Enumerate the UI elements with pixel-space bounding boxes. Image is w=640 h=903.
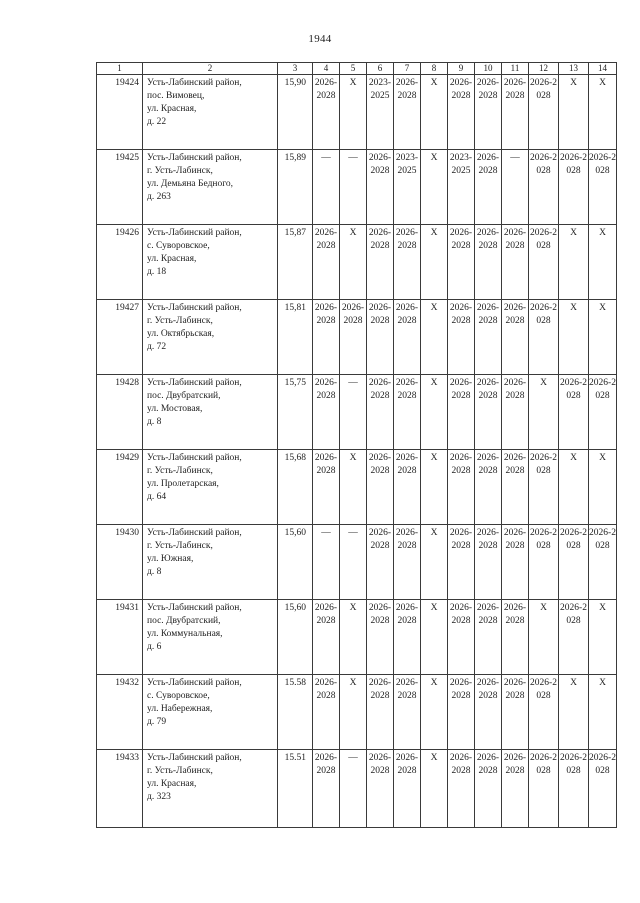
address-line: Усть-Лабинский район, — [147, 603, 242, 613]
period-cell: Х — [589, 450, 617, 525]
period-cell: 2026-2028 — [589, 525, 617, 600]
period-cell: 2026-2028 — [502, 225, 529, 300]
address-line: г. Усть-Лабинск, — [147, 316, 213, 326]
period-cell: 2026-2028 — [475, 675, 502, 750]
address-cell — [143, 600, 278, 675]
address-line: д. 18 — [147, 267, 167, 277]
address-line: Усть-Лабинский район, — [147, 678, 242, 688]
address-line: д. 72 — [147, 342, 167, 352]
period-cell: Х — [421, 450, 448, 525]
period-cell: — — [502, 150, 529, 225]
address-line: Усть-Лабинский район, — [147, 78, 242, 88]
period-cell: Х — [421, 525, 448, 600]
period-cell: 2026-2028 — [475, 750, 502, 828]
period-cell: Х — [559, 450, 589, 525]
period-cell: 2026-2028 — [313, 450, 340, 525]
period-cell: 2026-2028 — [313, 225, 340, 300]
address-cell — [143, 675, 278, 750]
column-header: 9 — [448, 63, 475, 75]
address-line: г. Усть-Лабинск, — [147, 766, 213, 776]
period-cell: 2026-2028 — [313, 750, 340, 828]
period-cell: 2026-2028 — [589, 750, 617, 828]
period-cell: 2023-2025 — [448, 150, 475, 225]
address-line: д. 323 — [147, 792, 171, 802]
table-body — [97, 75, 617, 828]
address-line: г. Усть-Лабинск, — [147, 541, 213, 551]
period-cell: 2026-2028 — [475, 600, 502, 675]
period-cell: 2026-2028 — [529, 225, 559, 300]
area-cell: 15,81 — [278, 300, 313, 375]
period-cell: 2026-2028 — [502, 675, 529, 750]
column-header: 5 — [340, 63, 367, 75]
period-cell: Х — [421, 750, 448, 828]
period-cell: 2026-2028 — [313, 300, 340, 375]
column-header: 10 — [475, 63, 502, 75]
period-cell: 2026-2028 — [367, 600, 394, 675]
period-cell: Х — [589, 300, 617, 375]
column-header: 8 — [421, 63, 448, 75]
period-cell: 2023-2025 — [394, 150, 421, 225]
area-cell: 15,90 — [278, 75, 313, 150]
period-cell: 2026-2028 — [559, 375, 589, 450]
address-line: пос. Двубратский, — [147, 391, 221, 401]
period-cell: Х — [340, 600, 367, 675]
period-cell: 2026-2028 — [475, 300, 502, 375]
header-row — [97, 63, 617, 75]
address-line: Усть-Лабинский район, — [147, 753, 242, 763]
period-cell: 2026-2028 — [340, 300, 367, 375]
address-line: Усть-Лабинский район, — [147, 528, 242, 538]
address-line: Усть-Лабинский район, — [147, 228, 242, 238]
period-cell: 2026-2028 — [475, 450, 502, 525]
period-cell: Х — [559, 675, 589, 750]
row-number: 19433 — [97, 750, 143, 828]
address-line: с. Суворовское, — [147, 241, 210, 251]
period-cell: Х — [340, 450, 367, 525]
address-cell — [143, 150, 278, 225]
address-line: д. 22 — [147, 117, 167, 127]
period-cell: 2026-2028 — [529, 150, 559, 225]
period-cell: 2026-2028 — [502, 75, 529, 150]
period-cell: 2026-2028 — [394, 600, 421, 675]
address-line: Усть-Лабинский район, — [147, 378, 242, 388]
area-cell: 15,87 — [278, 225, 313, 300]
period-cell: 2026-2028 — [367, 750, 394, 828]
period-cell: — — [313, 150, 340, 225]
period-cell: 2026-2028 — [529, 75, 559, 150]
address-line: Усть-Лабинский район, — [147, 453, 242, 463]
area-cell: 15.58 — [278, 675, 313, 750]
address-cell — [143, 525, 278, 600]
address-line: ул. Демьяна Бедного, — [147, 179, 234, 189]
table-row — [97, 225, 617, 300]
row-number: 19428 — [97, 375, 143, 450]
column-header: 13 — [559, 63, 589, 75]
period-cell: Х — [340, 675, 367, 750]
period-cell: 2026-2028 — [448, 525, 475, 600]
period-cell: 2026-2028 — [394, 225, 421, 300]
period-cell: 2026-2028 — [502, 600, 529, 675]
area-cell: 15,75 — [278, 375, 313, 450]
period-cell: 2026-2028 — [313, 75, 340, 150]
period-cell: 2026-2028 — [313, 600, 340, 675]
area-cell: 15,68 — [278, 450, 313, 525]
period-cell: 2026-2028 — [367, 525, 394, 600]
period-cell: Х — [589, 75, 617, 150]
address-line: пос. Двубратский, — [147, 616, 221, 626]
period-cell: 2026-2028 — [529, 300, 559, 375]
address-line: ул. Набережная, — [147, 704, 213, 714]
address-line: с. Суворовское, — [147, 691, 210, 701]
period-cell: Х — [589, 225, 617, 300]
page-number: 1944 — [308, 33, 332, 45]
period-cell: 2026-2028 — [502, 525, 529, 600]
table-row — [97, 150, 617, 225]
period-cell: 2026-2028 — [367, 375, 394, 450]
address-line: ул. Красная, — [147, 104, 197, 114]
period-cell: Х — [559, 75, 589, 150]
column-header: 11 — [502, 63, 529, 75]
period-cell: — — [340, 750, 367, 828]
period-cell: 2023-2025 — [367, 75, 394, 150]
period-cell: 2026-2028 — [367, 450, 394, 525]
period-cell: 2026-2028 — [394, 300, 421, 375]
address-cell — [143, 450, 278, 525]
row-number: 19426 — [97, 225, 143, 300]
address-line: ул. Пролетарская, — [147, 479, 219, 489]
column-header: 12 — [529, 63, 559, 75]
table-row — [97, 675, 617, 750]
address-line: д. 263 — [147, 192, 171, 202]
period-cell: 2026-2028 — [313, 375, 340, 450]
period-cell: 2026-2028 — [394, 375, 421, 450]
column-header: 3 — [278, 63, 313, 75]
column-header: 14 — [589, 63, 617, 75]
period-cell: 2026-2028 — [502, 300, 529, 375]
period-cell: 2026-2028 — [529, 750, 559, 828]
period-cell: Х — [559, 300, 589, 375]
period-cell: 2026-2028 — [367, 675, 394, 750]
period-cell: 2026-2028 — [448, 225, 475, 300]
address-line: д. 6 — [147, 642, 162, 652]
address-line: Усть-Лабинский район, — [147, 153, 242, 163]
period-cell: Х — [559, 225, 589, 300]
address-line: пос. Вимовец, — [147, 91, 205, 101]
period-cell: 2026-2028 — [367, 225, 394, 300]
period-cell: 2026-2028 — [589, 150, 617, 225]
period-cell: 2026-2028 — [448, 375, 475, 450]
period-cell: Х — [589, 675, 617, 750]
period-cell: 2026-2028 — [394, 750, 421, 828]
row-number: 19429 — [97, 450, 143, 525]
address-cell — [143, 375, 278, 450]
period-cell: 2026-2028 — [589, 375, 617, 450]
column-header: 7 — [394, 63, 421, 75]
period-cell: 2026-2028 — [529, 450, 559, 525]
address-line: г. Усть-Лабинск, — [147, 166, 213, 176]
address-line: ул. Мостовая, — [147, 404, 203, 414]
address-line: г. Усть-Лабинск, — [147, 466, 213, 476]
table-row — [97, 600, 617, 675]
column-header: 6 — [367, 63, 394, 75]
period-cell: — — [340, 525, 367, 600]
period-cell: Х — [421, 600, 448, 675]
period-cell: 2026-2028 — [448, 750, 475, 828]
period-cell: 2026-2028 — [529, 675, 559, 750]
period-cell: 2026-2028 — [559, 600, 589, 675]
period-cell: Х — [340, 75, 367, 150]
row-number: 19432 — [97, 675, 143, 750]
period-cell: 2026-2028 — [475, 375, 502, 450]
period-cell: 2026-2028 — [475, 75, 502, 150]
area-cell: 15.51 — [278, 750, 313, 828]
period-cell: Х — [340, 225, 367, 300]
period-cell: 2026-2028 — [475, 150, 502, 225]
column-header: 1 — [97, 63, 143, 75]
row-number: 19427 — [97, 300, 143, 375]
period-cell: — — [340, 375, 367, 450]
column-header: 4 — [313, 63, 340, 75]
table-row — [97, 750, 617, 828]
address-line: ул. Красная, — [147, 254, 197, 264]
address-line: д. 8 — [147, 417, 162, 427]
period-cell: 2026-2028 — [448, 75, 475, 150]
period-cell: 2026-2028 — [502, 750, 529, 828]
period-cell: Х — [421, 225, 448, 300]
period-cell: Х — [529, 600, 559, 675]
period-cell: — — [340, 150, 367, 225]
period-cell: Х — [421, 375, 448, 450]
address-line: д. 64 — [147, 492, 167, 502]
address-line: ул. Коммунальная, — [147, 629, 223, 639]
period-cell: 2026-2028 — [475, 225, 502, 300]
period-cell: 2026-2028 — [448, 300, 475, 375]
row-number: 19431 — [97, 600, 143, 675]
period-cell: 2026-2028 — [529, 525, 559, 600]
column-header: 2 — [143, 63, 278, 75]
row-number: 19424 — [97, 75, 143, 150]
address-line: Усть-Лабинский район, — [147, 303, 242, 313]
period-cell: Х — [421, 300, 448, 375]
period-cell: Х — [421, 150, 448, 225]
period-cell: 2026-2028 — [394, 75, 421, 150]
address-cell — [143, 750, 278, 828]
period-cell: 2026-2028 — [475, 525, 502, 600]
period-cell: 2026-2028 — [559, 750, 589, 828]
period-cell: Х — [529, 375, 559, 450]
address-cell — [143, 75, 278, 150]
period-cell: 2026-2028 — [448, 675, 475, 750]
period-cell: 2026-2028 — [313, 675, 340, 750]
address-cell — [143, 225, 278, 300]
address-line: ул. Южная, — [147, 554, 194, 564]
table-row — [97, 75, 617, 150]
table-row — [97, 375, 617, 450]
row-number: 19430 — [97, 525, 143, 600]
area-cell: 15,60 — [278, 600, 313, 675]
period-cell: 2026-2028 — [559, 525, 589, 600]
period-cell: 2026-2028 — [559, 150, 589, 225]
period-cell: 2026-2028 — [394, 450, 421, 525]
period-cell: 2026-2028 — [367, 150, 394, 225]
address-cell — [143, 300, 278, 375]
area-cell: 15,89 — [278, 150, 313, 225]
period-cell: — — [313, 525, 340, 600]
period-cell: 2026-2028 — [367, 300, 394, 375]
period-cell: 2026-2028 — [394, 675, 421, 750]
table-row — [97, 300, 617, 375]
address-line: д. 79 — [147, 717, 167, 727]
period-cell: Х — [421, 75, 448, 150]
register-table — [96, 62, 617, 828]
period-cell: Х — [421, 675, 448, 750]
period-cell: 2026-2028 — [448, 600, 475, 675]
period-cell: 2026-2028 — [502, 450, 529, 525]
address-line: ул. Октябрьская, — [147, 329, 215, 339]
address-line: ул. Красная, — [147, 779, 197, 789]
period-cell: Х — [589, 600, 617, 675]
area-cell: 15,60 — [278, 525, 313, 600]
table-row — [97, 450, 617, 525]
period-cell: 2026-2028 — [448, 450, 475, 525]
period-cell: 2026-2028 — [394, 525, 421, 600]
row-number: 19425 — [97, 150, 143, 225]
table-row — [97, 525, 617, 600]
period-cell: 2026-2028 — [502, 375, 529, 450]
address-line: д. 8 — [147, 567, 162, 577]
